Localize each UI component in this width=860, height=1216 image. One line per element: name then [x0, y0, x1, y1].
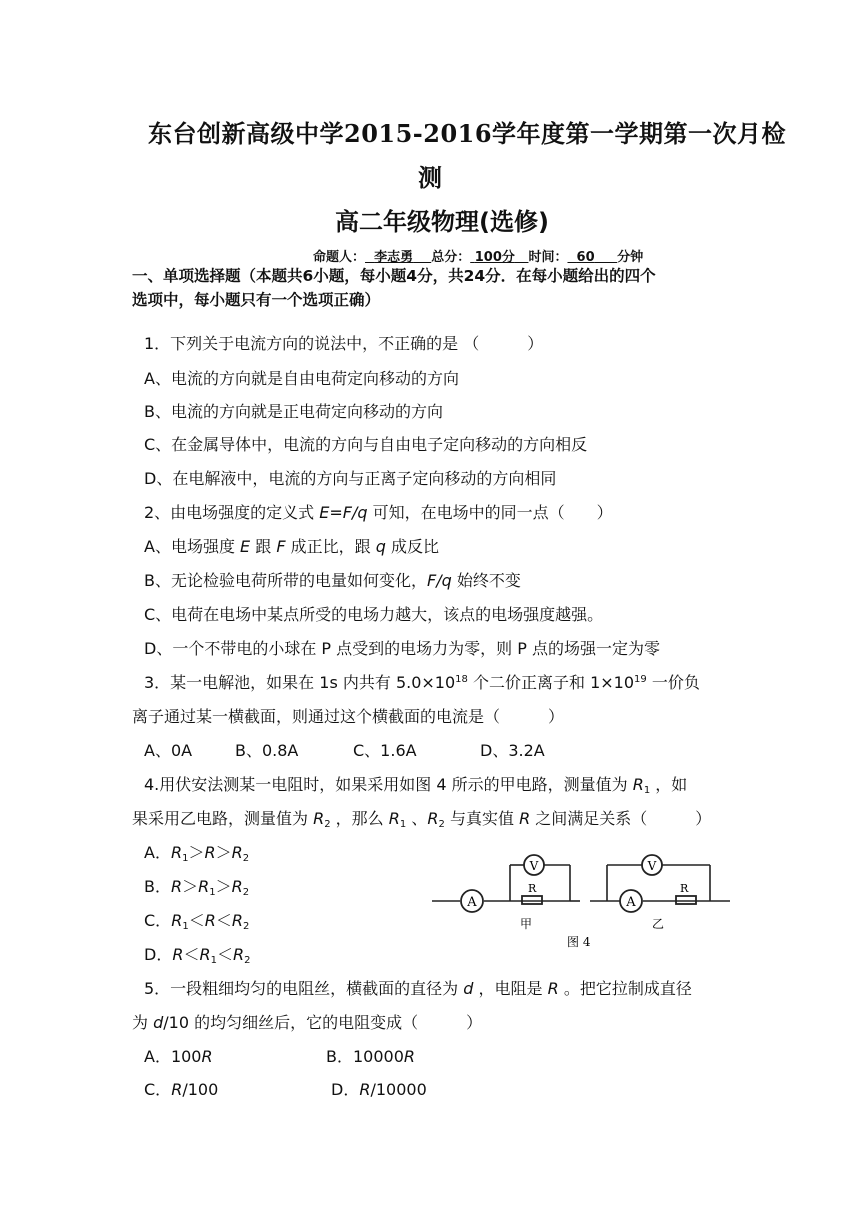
q1-stem: 1．下列关于电流方向的说法中，不正确的是 （ ）: [144, 334, 544, 353]
circuit-label-yi: 乙: [652, 917, 665, 931]
svg-text:A: A: [467, 895, 477, 910]
q2-option-c: C、电荷在电场中某点所受的电场力越大，该点的电场强度越强。: [144, 605, 604, 624]
q4-option-a: A．$R_1>R>R_2$: [144, 843, 250, 864]
q4-option-d: D．$R<R_1<R_2$: [144, 945, 251, 966]
q3-option-b: B、0.8A: [235, 741, 299, 760]
q3-stem-line1: 3．某一电解池，如果在 1s 内共有 $5.0\times 10^{18}$ 个二价正离子和 $1\times 10^{19}$ 一价负: [144, 673, 700, 692]
page-title-line2: 测: [418, 163, 443, 192]
figure-caption: 图 4: [567, 935, 591, 949]
q3-stem-line2: 离子通过某一横截面，则通过这个横截面的电流是（ ）: [132, 707, 565, 726]
q5-option-b: B．10000R: [326, 1047, 416, 1066]
q5-option-a: A．100R: [144, 1047, 213, 1066]
q1-option-b: B、电流的方向就是正电荷定向移动的方向: [144, 402, 443, 421]
total-score: 100分: [474, 250, 515, 265]
page-title-line1: 东台创新高级中学2015-2016学年度第一学期第一次月检: [148, 119, 787, 148]
time-label: 时间：: [528, 250, 568, 265]
q2-stem: 2、由电场强度的定义式 E=F/q 可知，在电场中的同一点（ ）: [144, 503, 613, 522]
q4-option-c: C．$R_1<R<R_2$: [144, 911, 250, 932]
resistor-label-jia: R: [528, 882, 537, 895]
q1-option-c: C、在金属导体中，电流的方向与自由电子定向移动的方向相反: [144, 435, 588, 454]
q2-formula: E=F/q: [319, 503, 368, 522]
q4-option-b: B．$R>R_1>R_2$: [144, 877, 250, 898]
q1-option-d: D、在电解液中，电流的方向与正离子定向移动的方向相同: [144, 469, 557, 488]
q4-stem-line1: 4.用伏安法测某一电阻时，如果采用如图 4 所示的甲电路，测量值为 $R_1$ ，如: [144, 775, 688, 796]
svg-text:A: A: [626, 895, 636, 910]
ammeter-icon-yi: [620, 890, 642, 912]
time-unit: 分钟: [617, 250, 644, 265]
q3-option-c: C、1.6A: [353, 741, 417, 760]
q5-stem-line1: 5．一段粗细均匀的电阻丝，横截面的直径为 d ，电阻是 R 。把它拉制成直径: [144, 979, 692, 998]
svg-text:V: V: [647, 859, 657, 873]
q3-option-a: A、0A: [144, 741, 193, 760]
voltmeter-icon-yi: [642, 855, 662, 875]
q4-stem-line2: 果采用乙电路，测量值为 $R_2$ ，那么 $R_1$ 、$R_2$ 与真实值 R 之间满足关系（ ）: [132, 809, 712, 830]
q2-option-a: A、电场强度 E 跟 F 成正比，跟 q 成反比: [144, 537, 439, 556]
svg-text:V: V: [529, 859, 539, 873]
resistor-label-yi: R: [680, 882, 689, 895]
author-name: 李志勇: [374, 250, 414, 265]
circuit-figure-4: [430, 848, 735, 953]
author-label: 命题人：: [313, 250, 366, 265]
q2-option-d: D、一个不带电的小球在 P 点受到的电场力为零，则 P 点的场强一定为零: [144, 639, 660, 658]
q2-option-b: B、无论检验电荷所带的电量如何变化，F/q 始终不变: [144, 571, 521, 590]
q5-stem-line2: 为 d/10 的均匀细丝后，它的电阻变成（ ）: [132, 1013, 483, 1032]
exam-meta: [313, 246, 643, 265]
voltmeter-icon-jia: [524, 855, 544, 875]
total-label: 总分：: [431, 250, 471, 265]
section-heading-line1: 一、单项选择题（本题共6小题，每小题4分，共24分．在每小题给出的四个: [132, 267, 656, 285]
q5-option-d: D．R/10000: [331, 1080, 427, 1099]
q3-option-d: D、3.2A: [480, 741, 545, 760]
circuit-label-jia: 甲: [520, 917, 533, 931]
page-subtitle: 高二年级物理(选修): [335, 208, 549, 236]
time-value: 60: [576, 250, 595, 265]
q5-option-c: C．R/100: [144, 1080, 219, 1099]
q1-option-a: A、电流的方向就是自由电荷定向移动的方向: [144, 369, 459, 388]
section-heading-line2: 选项中，每小题只有一个选项正确）: [132, 291, 381, 309]
ammeter-icon-jia: [461, 890, 483, 912]
